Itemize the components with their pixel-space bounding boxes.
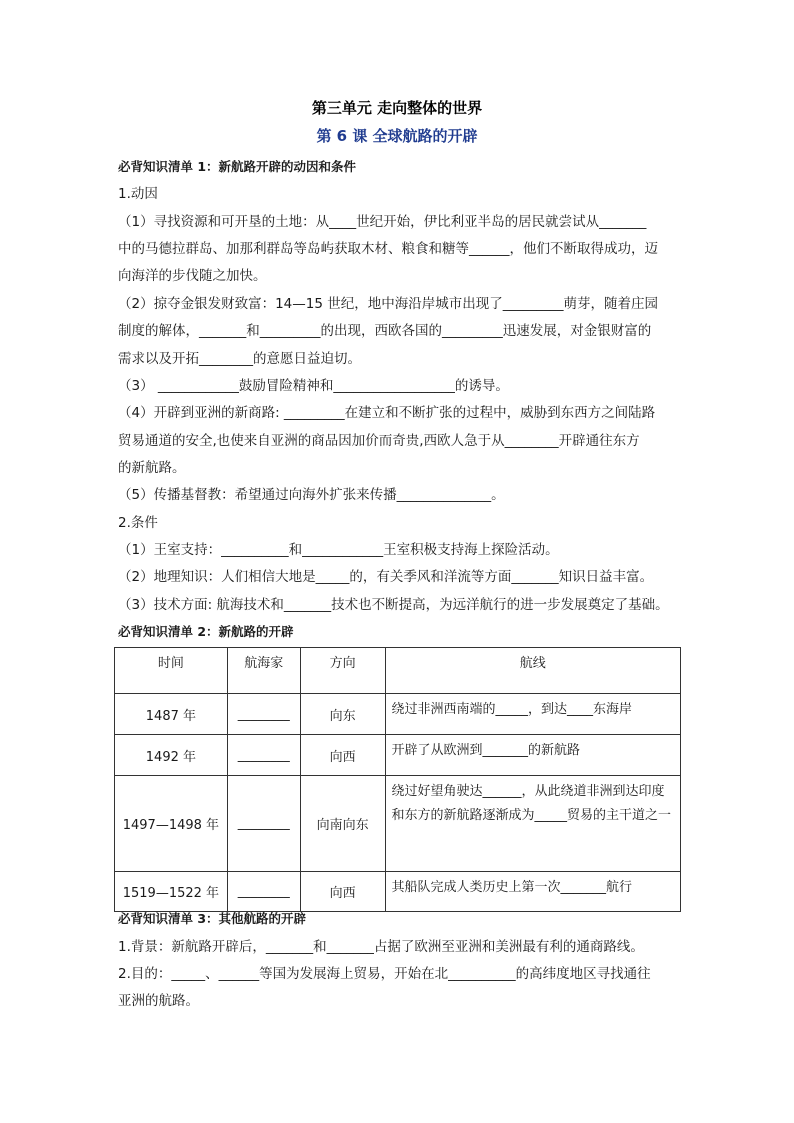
cell-time: 1492 年 [115, 735, 228, 776]
header-direction: 方向 [300, 648, 385, 694]
cell-direction: 向南向东 [300, 776, 385, 872]
cell-direction: 向西 [300, 735, 385, 776]
text-line: （2）掠夺金银发财致富：14—15 世纪，地中海沿岸城市出现了_________萌芽，随着庄园 [118, 296, 658, 312]
table-header-row [115, 648, 681, 694]
text-line: （4）开辟到亚洲的新商路: _________在建立和不断扩张的过程中，威胁到东西方之间陆路 [118, 405, 656, 421]
subheading-motives: 1.动因 [118, 186, 158, 202]
text-line: 亚洲的航路。 [118, 993, 199, 1009]
text-line: 2.目的：_____、______等国为发展海上贸易，开始在北__________的高纬度地区寻找通往 [118, 966, 651, 982]
cell-time: 1519—1522 年 [115, 872, 228, 912]
cell-route: 绕过非洲西南端的_____，到达____东海岸 [385, 694, 680, 735]
text-line: 1.背景：新航路开辟后，_______和_______占据了欧洲至亚洲和美洲最有利的通商路线。 [118, 939, 644, 955]
table-row [115, 694, 681, 735]
header-time: 时间 [115, 648, 228, 694]
header-route: 航线 [385, 648, 680, 694]
lesson-title: 第 6 课 全球航路的开辟 [316, 127, 478, 145]
cell-navigator: ________ [227, 872, 300, 912]
text-line: 向海洋的步伐随之加快。 [118, 268, 267, 284]
text-line: （3）技术方面: 航海技术和_______技术也不断提高，为远洋航行的进一步发展奠定了基础。 [118, 597, 669, 613]
cell-time: 1487 年 [115, 694, 228, 735]
cell-route: 开辟了从欧洲到_______的新航路 [385, 735, 680, 776]
cell-time: 1497—1498 年 [115, 776, 228, 872]
cell-direction: 向西 [300, 872, 385, 912]
text-line: 需求以及开拓________的意愿日益迫切。 [118, 351, 361, 367]
unit-title: 第三单元 走向整体的世界 [311, 99, 483, 117]
routes-table [114, 647, 681, 912]
cell-navigator: ________ [227, 735, 300, 776]
text-line: 贸易通道的安全,也使来自亚洲的商品因加价而奇贵,西欧人急于从________开辟通往东方 [118, 433, 640, 449]
section-heading-2: 必背知识清单 2：新航路的开辟 [118, 624, 294, 639]
cell-route: 绕过好望角驶达______，从此绕道非洲到达印度和东方的新航路逐渐成为_____贸易的主干道之一 [385, 776, 680, 872]
text-line: （5）传播基督教：希望通过向海外扩张来传播______________。 [118, 487, 505, 503]
text-line: （1）寻找资源和可开垦的土地：从____世纪开始，伊比利亚半岛的居民就尝试从_______ [118, 214, 647, 230]
text-line: 中的马德拉群岛、加那利群岛等岛屿获取木材、粮食和糖等______，他们不断取得成功，迈 [118, 241, 658, 257]
text-line: （2）地理知识：人们相信大地是_____的，有关季风和洋流等方面_______知识日益丰富。 [118, 569, 654, 585]
cell-navigator: ________ [227, 694, 300, 735]
table-row [115, 872, 681, 912]
cell-navigator: ________ [227, 776, 300, 872]
header-navigator: 航海家 [227, 648, 300, 694]
cell-direction: 向东 [300, 694, 385, 735]
subheading-conditions: 2.条件 [118, 515, 158, 531]
text-line: 制度的解体，_______和_________的出现，西欧各国的_________迅速发展，对金银财富的 [118, 323, 652, 339]
text-line: （3） ____________鼓励冒险精神和__________________的诱导。 [118, 378, 509, 394]
section-heading-1: 必背知识清单 1：新航路开辟的动因和条件 [118, 159, 357, 174]
text-line: （1）王室支持：__________和____________王室积极支持海上探险活动。 [118, 542, 559, 558]
cell-route: 其船队完成人类历史上第一次_______航行 [385, 872, 680, 912]
table-row [115, 776, 681, 872]
text-line: 的新航路。 [118, 460, 186, 476]
table-row [115, 735, 681, 776]
section-heading-3: 必背知识清单 3：其他航路的开辟 [118, 911, 307, 926]
